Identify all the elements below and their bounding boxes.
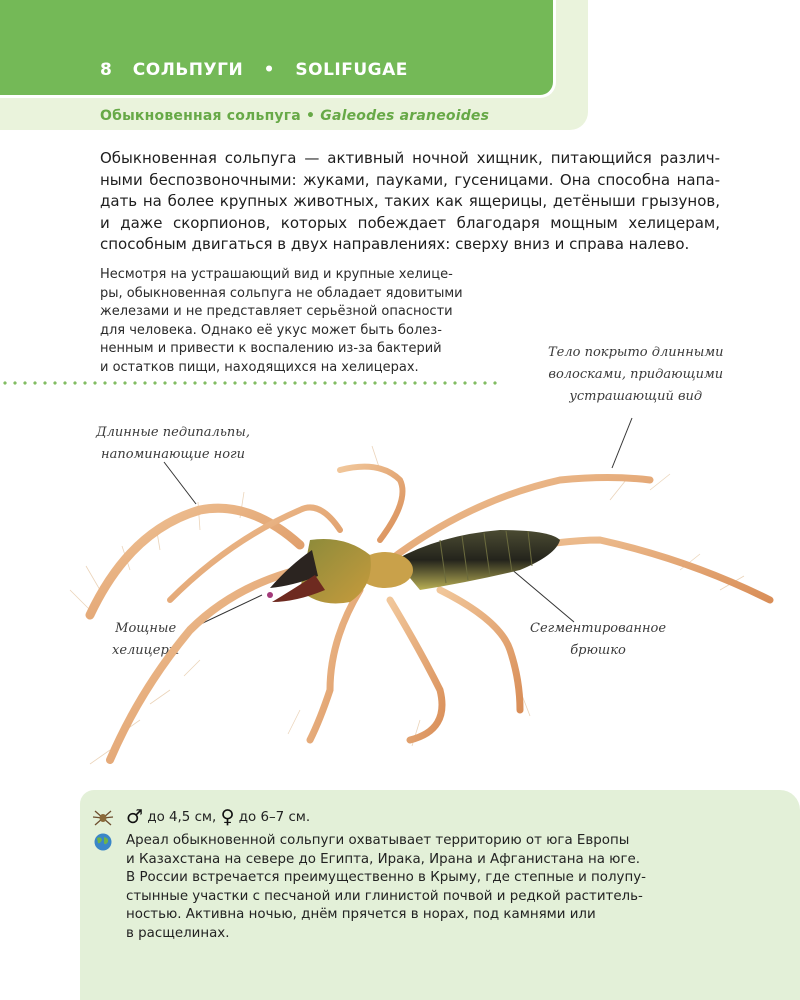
- hair-bristles: [70, 446, 744, 764]
- annotation-line: Тело покрыто длинными: [548, 345, 724, 360]
- page-number: 8: [100, 60, 113, 80]
- annotation-line: устрашающий вид: [569, 389, 703, 404]
- intro-paragraph: [100, 148, 720, 256]
- range-line: В России встречается преимущественно в Крыму, где степные и полупу-: [126, 870, 646, 886]
- size-text: [126, 808, 706, 828]
- male-size: до 4,5 см,: [147, 810, 217, 825]
- note-line: Несмотря на устрашающий вид и крупные хелице-: [100, 267, 453, 282]
- solifuge-illustration: [0, 390, 800, 790]
- range-text: [126, 832, 706, 944]
- intro-line: Обыкновенная сольпуга — активный ночной хищник, питающийся различ-: [100, 149, 720, 167]
- globe-icon: [92, 832, 114, 852]
- front-leg-down: [310, 590, 360, 740]
- intro-line: дать на более крупных животных, таких как ящерицы, детёныши грызунов,: [100, 192, 720, 210]
- annotation-line: хелицеры: [112, 643, 180, 658]
- intro-line: и даже скорпионов, которых побеждает благодаря мощным хелицерам,: [100, 213, 720, 232]
- note-line: ры, обыкновенная сольпуга не обладает ядовитыми: [100, 285, 463, 301]
- range-line: Ареал обыкновенной сольпуги охватывает территорию от юга Европы: [126, 833, 630, 848]
- size-fact: [92, 808, 706, 828]
- annotation-line: Длинные педипальпы,: [96, 425, 251, 440]
- spider-icon: [92, 808, 114, 828]
- species-separator: •: [306, 108, 316, 124]
- solifuge-legs: [90, 467, 770, 760]
- header-bullet: •: [263, 60, 275, 80]
- leader-line-hair: [612, 418, 632, 468]
- note-line: для человека. Однако её укус может быть болез-: [100, 322, 442, 338]
- annotation-line: брюшко: [570, 643, 626, 658]
- annotation-line: Мощные: [115, 621, 177, 636]
- range-fact: [92, 832, 706, 944]
- range-line: ностью. Активна ночью, днём прячется в норах, под камнями или: [126, 907, 596, 923]
- intro-line: ными беспозвоночными: жуками, пауками, гусеницами. Она способна напа-: [100, 170, 720, 189]
- annotation-line: Сегментированное: [530, 621, 667, 636]
- page-header: [100, 60, 422, 80]
- chapter-title-lat: SOLIFUGAE: [295, 60, 408, 80]
- rear-left-leg: [340, 467, 403, 540]
- note-paragraph: [100, 266, 500, 378]
- inner-leg-down: [440, 590, 520, 710]
- annotation-line: напоминающие ноги: [101, 447, 245, 462]
- middle-leg-down: [390, 600, 442, 740]
- female-size: до 6–7 см.: [238, 810, 311, 825]
- female-symbol: ♀: [220, 806, 235, 828]
- species-name-lat: Galeodes araneoides: [320, 108, 490, 124]
- leader-line-pedipalps: [164, 462, 196, 504]
- facts-panel: [80, 790, 800, 1000]
- range-line: в расщелинах.: [126, 925, 230, 941]
- annotation-line: волосками, придающими: [548, 367, 724, 382]
- header-band: [0, 0, 556, 98]
- male-symbol: ♂: [126, 806, 144, 828]
- species-title: [100, 108, 489, 124]
- note-line: и остатков пищи, находящихся на хелицерах.: [100, 359, 419, 375]
- note-line: ненным и привести к воспалению из-за бактерий: [100, 341, 442, 357]
- intro-line: способным двигаться в двух направлениях: сверху вниз и справа налево.: [100, 235, 690, 253]
- range-line: и Казахстана на севере до Египта, Ирака, Ирана и Афганистана на юге.: [126, 851, 640, 867]
- range-line: стынные участки с песчаной или глинистой почвой и редкой раститель-: [126, 888, 643, 904]
- leader-line-abdomen: [510, 568, 574, 622]
- chapter-title-ru: СОЛЬПУГИ: [132, 60, 244, 80]
- species-name-ru: Обыкновенная сольпуга: [100, 108, 301, 124]
- chelicera-tip: [267, 592, 273, 598]
- note-line: железами и не представляет серьёзной опасности: [100, 304, 453, 320]
- dotted-divider: [0, 380, 500, 386]
